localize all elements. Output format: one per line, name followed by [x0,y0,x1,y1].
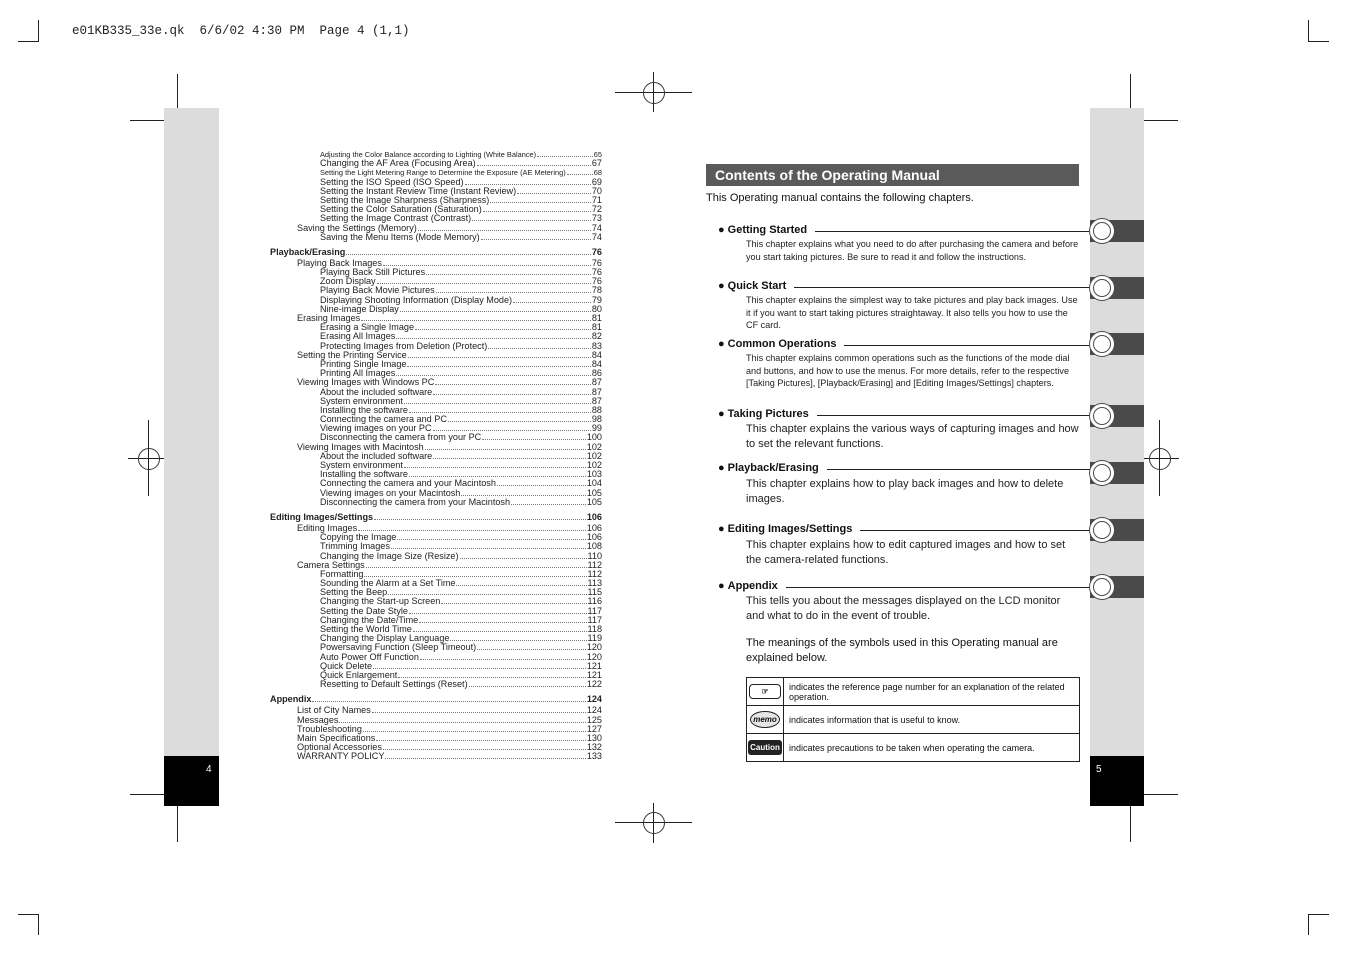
chapter-description: This chapter explains how to play back images and how to delete images. [746,478,1064,505]
toc-dot-leader [482,439,586,440]
toc-entry-page: 103 [586,469,602,480]
toc-entry-title: Viewing Images with Windows PC [297,377,435,388]
toc-entry-page: 86 [591,368,602,379]
toc-dot-leader [377,283,591,284]
toc-entry-title: Displaying Shooting Information (Display Mode) [320,294,513,305]
trim-mark [130,794,166,795]
toc-entry-title: Setting the Date Style [320,605,408,616]
toc-dot-leader [456,585,586,586]
left-page-number-box [164,756,219,806]
chapter-heading [718,224,815,236]
toc-dot-leader [373,668,586,669]
toc-entry-page: 124 [586,694,602,705]
chapter-heading-text: Common Operations [727,338,837,350]
chapter-description: This chapter explains common operations such as the functions of the mode dial and buttons, and how to use the menus. For more details, refer to the respective [Taking Pictures], [Playback/Erasing] and [Editing Images/Settings] chapters. [746,353,1070,389]
registration-circle [643,82,665,104]
toc-entry-title: Setting the ISO Speed (ISO Speed) [320,176,464,187]
toc-entry-page: 108 [586,541,602,552]
toc-dot-leader [448,421,591,422]
toc-entry-page: 127 [586,723,602,734]
toc-entry-title: Setting the Color Saturation (Saturation) [320,204,482,215]
reference-page-icon: ☞ [749,684,781,699]
chapter-tab-circle-icon [1090,332,1114,356]
toc-dot-leader [513,302,591,303]
chapter-tab-circle-icon [1090,518,1114,542]
bullet-icon: ● [718,338,725,350]
toc-entry-page: 116 [587,596,602,607]
bullet-icon: ● [718,523,725,535]
toc-dot-leader [537,156,593,157]
chapter-tab-circle-icon [1090,219,1114,243]
toc-entry-title: Resetting to Default Settings (Reset) [320,679,468,690]
toc-entry-title: Printing Single Image [320,358,407,369]
trim-mark [1140,794,1178,795]
chapter-tab-circle-icon [1090,461,1114,485]
toc-entry-page: 78 [591,285,602,296]
chapter-tab [1090,220,1144,242]
toc-dot-leader [404,403,591,404]
toc-dot-leader [385,758,585,759]
chapter-heading-text: Quick Start [727,280,787,292]
symbol-description: indicates information that is useful to know. [784,706,1080,734]
toc-entry-page: 87 [591,377,602,388]
chapter-tab-circle-inner [1093,521,1111,539]
toc-entry-title: Playing Back Images [297,257,382,268]
toc-entry [270,233,602,242]
registration-circle [643,812,665,834]
toc-dot-leader [490,202,591,203]
crop-mark [1308,20,1309,41]
toc-dot-leader [396,338,591,339]
toc-dot-leader [472,220,591,221]
chapter-tab-circle-inner [1093,464,1111,482]
bullet-icon: ● [718,462,725,474]
trim-mark [177,806,178,842]
toc-dot-leader [361,320,591,321]
toc-entry-page: 105 [586,487,602,498]
toc-entry-page: 133 [586,751,602,762]
toc-entry-title: Setting the Beep [320,587,388,598]
toc-dot-leader [312,701,585,702]
toc-entry-title: Disconnecting the camera from your PC [320,432,482,443]
toc-dot-leader [383,749,586,750]
toc-dot-leader [409,412,591,413]
toc-dot-leader [497,485,586,486]
toc-entry-title: Erasing All Images [320,331,396,342]
toc-entry-title: Powersaving Function (Sleep Timeout) [320,642,477,653]
registration-circle [138,448,160,470]
toc-entry-page: 76 [591,257,602,268]
left-page-edge [164,108,219,756]
toc-entry-title: Playing Back Movie Pictures [320,285,435,296]
toc-dot-leader [425,449,586,450]
toc-entry-page: 87 [591,395,602,406]
toc-entry-page: 112 [587,559,602,570]
toc-entry-title: Formatting [320,568,364,579]
toc-dot-leader [358,530,586,531]
chapter-tab-circle-icon [1090,575,1114,599]
toc-entry-title: Setting the Image Sharpness (Sharpness) [320,194,490,205]
chapter-heading-text: Appendix [727,580,778,592]
toc-entry-title: Auto Power Off Function [320,651,419,662]
toc-dot-leader [461,495,585,496]
chapter-tab-circle-inner [1093,222,1111,240]
toc-entry-title: Installing the software [320,404,408,415]
toc-entry-title: System environment [320,460,403,470]
right-page-number-box [1090,756,1144,806]
toc-entry-title: Printing All Images [320,368,396,379]
section-title: Contents of the Operating Manual [706,164,1079,186]
toc-entry-page: 106 [586,511,602,522]
toc-entry-title: Connecting the camera and your Macintosh [320,478,496,489]
toc-entry-page: 76 [591,267,602,278]
toc-dot-leader [407,366,590,367]
chapter-heading [718,462,827,474]
bullet-icon: ● [718,280,725,292]
toc-entry-title: Sounding the Alarm at a Set Time [320,578,456,589]
crop-mark [18,41,39,42]
toc-entry-page: 82 [591,331,602,342]
toc-entry-page: 124 [586,705,602,716]
chapter-tab [1090,277,1144,299]
toc-entry-page: 102 [586,450,602,461]
symbols-row [747,706,1080,734]
toc-dot-leader [396,375,591,376]
toc-entry-title: Viewing images on your Macintosh [320,487,461,498]
symbols-row [747,734,1080,762]
symbol-description: indicates precautions to be taken when operating the camera. [784,734,1080,762]
symbols-intro: The meanings of the symbols used in this Operating manual are explained below. [746,637,1058,664]
toc-entry-page: 119 [587,633,602,644]
toc-dot-leader [346,254,591,255]
toc-entry-page: 120 [586,642,602,653]
toc-dot-leader [415,329,591,330]
chapter-tab-circle-icon [1090,404,1114,428]
symbol-cell [747,678,784,706]
toc-entry-page: 130 [586,732,602,743]
toc-dot-leader [408,357,591,358]
toc-dot-leader [339,722,585,723]
symbols-table [746,677,1080,762]
toc-entry-title: Camera Settings [297,559,365,570]
toc-entry-title: Setting the Printing Service [297,349,407,360]
toc-entry [270,752,602,761]
toc-entry-page: 67 [591,158,602,169]
toc-entry-page: 70 [591,185,602,196]
toc-entry-title: Messages [297,714,339,725]
toc-entry [270,498,602,507]
trim-mark [1140,120,1178,121]
chapter-heading [718,338,844,350]
toc-dot-leader [409,476,586,477]
toc-dot-leader [409,613,587,614]
symbols-row [747,678,1080,706]
toc-entry-page: 88 [591,404,602,415]
toc-entry-title: Playing Back Still Pictures [320,267,426,278]
toc-dot-leader [420,659,586,660]
toc-entry-title: Changing the Date/Time [320,614,419,625]
symbol-cell [747,706,784,734]
toc-dot-leader [477,165,591,166]
toc-dot-leader [404,467,586,468]
trim-mark [1130,806,1131,842]
chapter-description: This chapter explains the various ways of capturing images and how to set the relevant functions. [746,423,1079,450]
toc-entry-page: 132 [586,742,602,753]
chapter-tab-circle-inner [1093,407,1111,425]
toc-entry-title: Troubleshooting [297,723,362,734]
bullet-icon: ● [718,408,725,420]
trim-mark [177,74,178,110]
toc-entry-page: 74 [591,222,602,233]
toc-entry-page: 68 [593,168,602,178]
toc-entry-page: 74 [591,231,602,242]
bullet-icon: ● [718,224,725,236]
toc-entry-title: Erasing Images [297,313,361,323]
toc-entry-page: 84 [591,358,602,369]
toc-entry-title: About the included software [320,386,433,397]
toc-entry-page: 117 [587,605,602,616]
toc-entry-title: Nine-image Display [320,303,399,314]
toc-dot-leader [398,677,585,678]
toc-entry-title: Playback/Erasing [270,246,346,257]
toc-dot-leader [426,274,591,275]
chapter-tab [1090,576,1144,598]
toc-dot-leader [483,211,591,212]
toc-dot-leader [372,712,586,713]
toc-entry-title: Erasing a Single Image [320,322,415,333]
toc-entry-title: Setting the Instant Review Time (Instant Review) [320,185,517,196]
toc-entry-page: 71 [591,194,602,205]
registration-circle [1149,448,1171,470]
toc-entry [270,159,602,168]
toc-entry-page: 121 [586,660,602,671]
toc-chapter-entry [270,512,602,522]
toc-dot-leader [567,174,593,175]
toc-entry-page: 84 [591,349,602,360]
intro-text: This Operating manual contains the following chapters. [706,192,974,204]
toc-entry-page: 125 [586,714,602,725]
toc-entry-page: 102 [586,460,602,470]
print-header: e01KB335_33e.qk 6/6/02 4:30 PM Page 4 (1,1) [72,24,410,38]
toc-chapter-entry [270,694,602,704]
toc-dot-leader [366,567,587,568]
toc-entry-title: Setting the Image Contrast (Contrast) [320,213,472,224]
toc-entry-page: 73 [591,213,602,224]
toc-dot-leader [450,640,586,641]
toc-entry-page: 113 [587,578,602,589]
toc-entry-title: Quick Delete [320,660,373,671]
toc-dot-leader [413,631,587,632]
toc-entry-title: System environment [320,395,403,406]
toc-dot-leader [435,384,591,385]
toc-entry-page: 106 [586,522,602,533]
chapter-heading-text: Taking Pictures [727,408,809,420]
toc-entry-title: Changing the Image Size (Resize) [320,550,459,561]
chapter-tab [1090,519,1144,541]
toc-entry-title: Appendix [270,694,312,705]
toc-dot-leader [419,622,586,623]
toc-entry-title: Protecting Images from Deletion (Protect) [320,340,488,351]
toc-dot-leader [383,265,591,266]
chapter-description: This chapter explains the simplest way to take pictures and play back images. Use it if you want to start taking pictures straightaway. It also tells you how to use the CF card. [746,295,1078,331]
toc-entry-title: Adjusting the Color Balance according to Lighting (White Balance) [320,150,537,159]
toc-entry-title: Trimming Images [320,541,390,552]
toc-dot-leader [433,430,591,431]
chapter-tab-circle-inner [1093,279,1111,297]
toc-entry-page: 81 [591,313,602,323]
toc-dot-leader [388,594,586,595]
toc-entry-page: 99 [591,423,602,434]
caution-icon: Caution [748,740,782,755]
chapter-description: This tells you about the messages displayed on the LCD monitor and what to do in the event of trouble. [746,595,1061,622]
toc-entry [270,680,602,689]
right-page-edge [1090,108,1144,756]
toc-entry-title: List of City Names [297,705,371,716]
crop-mark [1308,914,1329,915]
toc-entry-title: Saving the Menu Items (Mode Memory) [320,231,480,242]
chapter-tab [1090,462,1144,484]
toc-entry-title: Disconnecting the camera from your Macintosh [320,496,511,507]
toc-entry-page: 98 [591,414,602,425]
chapter-tab-circle-inner [1093,578,1111,596]
toc-entry-title: Changing the Display Language [320,633,450,644]
toc-entry-page: 76 [591,276,602,287]
toc-entry-title: Optional Accessories [297,742,382,753]
memo-icon: memo [750,711,780,728]
chapter-tab-circle-icon [1090,276,1114,300]
symbol-description: indicates the reference page number for an explanation of the related operation. [784,678,1080,706]
toc-entry-page: 69 [591,176,602,187]
toc-entry-page: 105 [586,496,602,507]
toc-entry-page: 76 [591,246,602,257]
toc-dot-leader [433,394,591,395]
right-page-number: 5 [1096,764,1102,775]
toc-entry-page: 81 [591,322,602,333]
toc-entry-title: About the included software [320,450,433,461]
toc-entry-title: Editing Images/Settings [270,511,374,522]
toc-dot-leader [400,311,591,312]
toc-chapter-entry [270,247,602,257]
toc-entry-page: 65 [593,150,602,159]
toc-entry-title: Changing the AF Area (Focusing Area) [320,158,476,169]
toc-entry-page: 83 [591,340,602,351]
toc-entry-title: Main Specifications [297,732,376,743]
toc-dot-leader [481,239,591,240]
chapter-description: This chapter explains what you need to do after purchasing the camera and before you start taking pictures. Be sure to read it and follow the instructions. [746,239,1079,262]
left-page-number: 4 [206,764,212,775]
toc-dot-leader [363,731,586,732]
toc-dot-leader [436,292,591,293]
toc-dot-leader [469,686,586,687]
toc-entry-page: 87 [591,386,602,397]
toc-entry-title: Zoom Display [320,276,376,287]
chapter-heading [718,523,860,535]
toc-entry-title: Connecting the camera and PC [320,414,447,425]
toc-entry-title: Editing Images [297,522,358,533]
chapter-heading-text: Playback/Erasing [727,462,819,474]
toc-entry-title: WARRANTY POLICY [297,751,385,762]
toc-entry-page: 120 [586,651,602,662]
crop-mark [18,914,39,915]
toc-entry-page: 122 [586,679,602,690]
toc-entry-page: 115 [587,587,602,598]
chapter-heading [718,580,786,592]
trim-mark [130,120,166,121]
toc-dot-leader [488,348,591,349]
toc-dot-leader [465,184,591,185]
bullet-icon: ● [718,580,725,592]
toc-dot-leader [391,548,586,549]
symbol-cell [747,734,784,762]
crop-mark [38,914,39,935]
chapter-heading [718,408,817,420]
toc-entry-title: Copying the Image [320,532,397,543]
toc-entry-page: 100 [586,432,602,443]
toc-entry-title: Installing the software [320,469,408,480]
toc-entry-page: 112 [587,568,602,579]
toc-dot-leader [441,603,586,604]
toc-dot-leader [511,504,586,505]
crop-mark [1308,41,1329,42]
toc-dot-leader [460,558,587,559]
chapter-heading-text: Editing Images/Settings [727,523,853,535]
chapter-tab-circle-inner [1093,335,1111,353]
toc-dot-leader [517,193,591,194]
toc-dot-leader [397,539,585,540]
toc-entry-title: Changing the Start-up Screen [320,596,441,607]
toc-entry-page: 106 [586,532,602,543]
chapter-tab [1090,333,1144,355]
toc-entry-title: Viewing Images with Macintosh [297,441,424,452]
crop-mark [1308,914,1309,935]
toc-entry-title: Saving the Settings (Memory) [297,222,417,233]
toc-entry-page: 102 [586,441,602,452]
toc-entry-page: 117 [587,614,602,625]
chapter-heading [718,280,794,292]
toc-dot-leader [374,519,586,520]
toc-entry-title: Viewing images on your PC [320,423,432,434]
chapter-heading-text: Getting Started [727,224,808,236]
toc-dot-leader [376,740,585,741]
toc-entry-title: Setting the World Time [320,624,412,634]
toc-entry-page: 104 [586,478,602,489]
toc-dot-leader [433,458,586,459]
toc-dot-leader [477,649,586,650]
toc-entry-page: 79 [591,294,602,305]
table-of-contents [270,150,602,761]
toc-entry-page: 118 [587,624,602,634]
toc-entry-page: 121 [586,669,602,680]
toc-entry-title: Quick Enlargement [320,669,398,680]
toc-entry-page: 72 [591,204,602,215]
toc-dot-leader [364,576,586,577]
toc-entry-title: Setting the Light Metering Range to Determine the Exposure (AE Metering) [320,168,566,178]
toc-dot-leader [418,230,591,231]
toc-entry-page: 80 [591,303,602,314]
crop-mark [38,20,39,41]
chapter-tab [1090,405,1144,427]
trim-mark [1130,74,1131,110]
toc-entry-page: 110 [587,550,602,561]
chapter-description: This chapter explains how to edit captured images and how to set the camera-related functions. [746,539,1066,566]
